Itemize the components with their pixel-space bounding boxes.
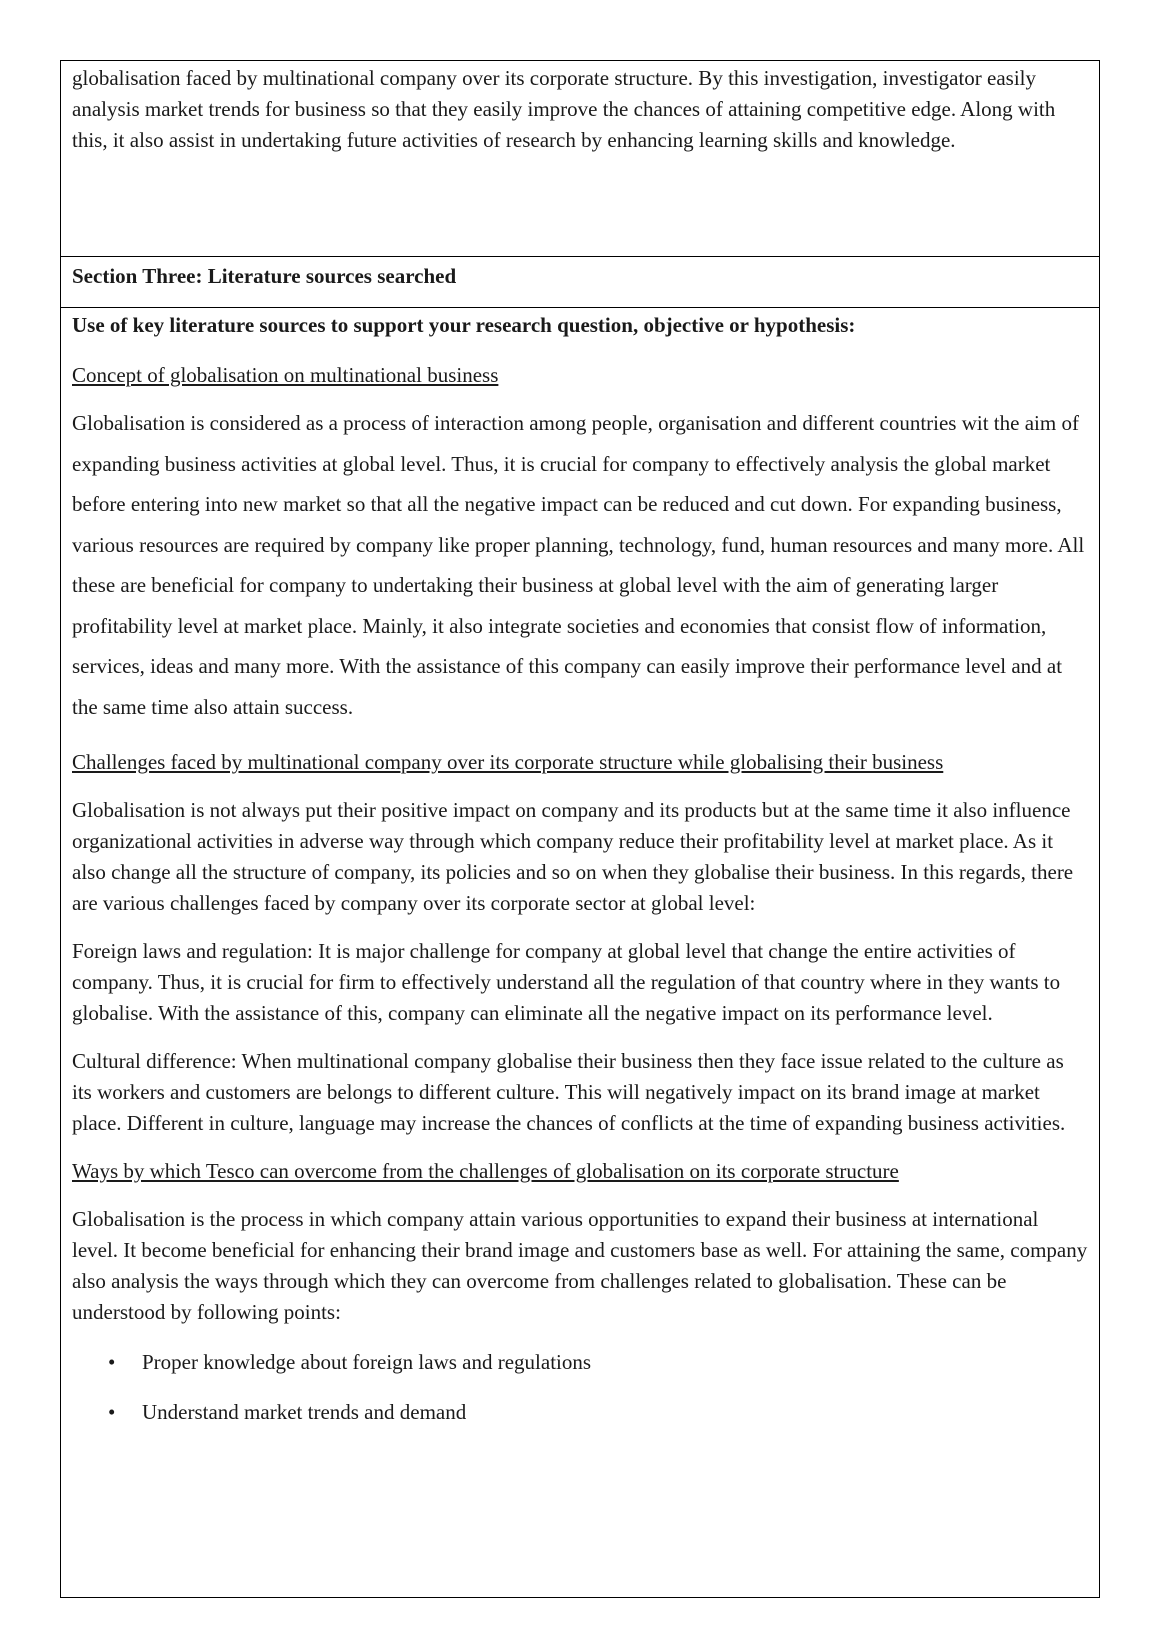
section-three-cell <box>61 256 1099 307</box>
list-item <box>72 1347 1088 1378</box>
list-item-text: Understand market trends and demand <box>142 1400 467 1424</box>
paragraph-challenges: Globalisation is not always put their positive impact on company and its products but at the same time it also influence organizational activities in adverse way through which company reduce their profitability level at market place. As it also change all the structure of company, its policies and so on when they globalise their business. In this regards, there are various challenges faced by company over its corporate sector at global level: <box>72 798 1074 915</box>
section-three-title: Section Three: Literature sources searched <box>72 264 457 288</box>
subheading-ways: Ways by which Tesco can overcome from the challenges of globalisation on its corporate structure <box>72 1159 899 1183</box>
subheading-concept: Concept of globalisation on multinational business <box>72 363 499 387</box>
document-table <box>60 60 1100 1598</box>
paragraph-concept: Globalisation is considered as a process of interaction among people, organisation and different countries wit the aim of expanding business activities at global level. Thus, it is crucial for company to effectively analysis the global market before entering into new market so that all the negative impact can be reduced and cut down. For expanding business, various resources are required by company like proper planning, technology, fund, human resources and many more. All these are beneficial for company to undertaking their business at global level with the aim of generating larger profitability level at market place. Mainly, it also integrate societies and economies that consist flow of information, services, ideas and many more. With the assistance of this company can easily improve their performance level and at the same time also attain success. <box>72 411 1085 719</box>
paragraph-cultural-difference: Cultural difference: When multinational company globalise their business then they face issue related to the culture as its workers and customers are belongs to different culture. This will negatively impact on its brand image at market place. Different in culture, language may increase the chances of conflicts at the time of expanding business activities. <box>72 1049 1066 1135</box>
subheading-challenges: Challenges faced by multinational company over its corporate structure while globalising their business <box>72 750 944 774</box>
literature-cell <box>61 307 1099 1597</box>
paragraph-foreign-laws: Foreign laws and regulation: It is major challenge for company at global level that change the entire activities of company. Thus, it is crucial for firm to effectively understand all the regulation of that country where in they wants to globalise. With the assistance of this, company can eliminate all the negative impact on its performance level. <box>72 939 1061 1025</box>
bullet-icon: • <box>108 1350 116 1374</box>
intro-cell <box>61 61 1099 256</box>
list-item <box>72 1397 1088 1428</box>
literature-heading: Use of key literature sources to support your research question, objective or hypothesis: <box>72 313 856 337</box>
bullet-list <box>72 1347 1088 1428</box>
bullet-icon: • <box>108 1400 116 1424</box>
intro-paragraph: globalisation faced by multinational company over its corporate structure. By this investigation, investigator easily analysis market trends for business so that they easily improve the chances of attaining competitive edge. Along with this, it also assist in undertaking future activities of research by enhancing learning skills and knowledge. <box>72 66 1056 152</box>
list-item-text: Proper knowledge about foreign laws and regulations <box>142 1350 592 1374</box>
paragraph-ways: Globalisation is the process in which company attain various opportunities to expand their business at international level. It become beneficial for enhancing their brand image and customers base as well. For attaining the same, company also analysis the ways through which they can overcome from challenges related to globalisation. These can be understood by following points: <box>72 1207 1088 1324</box>
